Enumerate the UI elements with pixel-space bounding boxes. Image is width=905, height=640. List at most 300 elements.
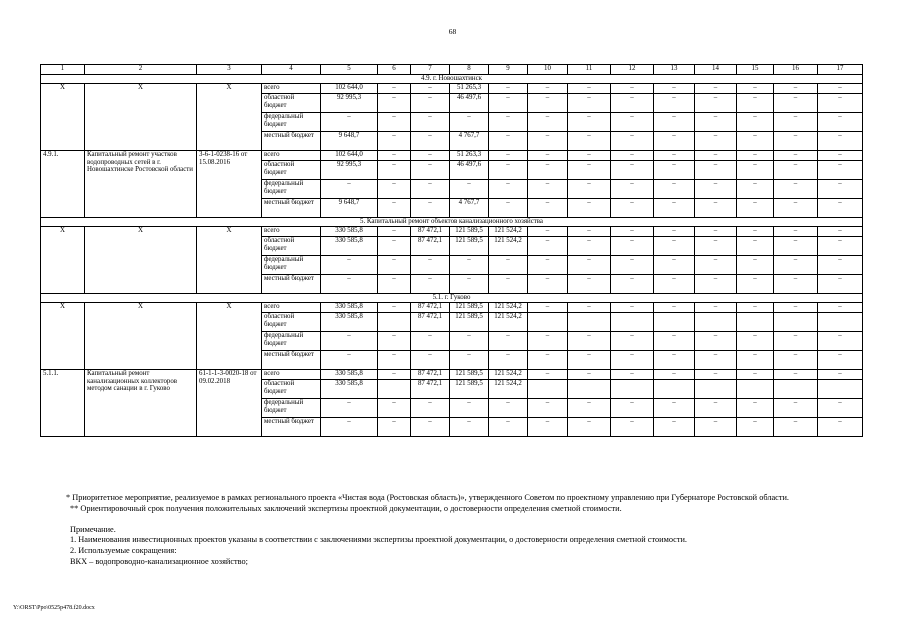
value-cell: – xyxy=(450,418,489,437)
value-cell: – xyxy=(489,94,528,113)
value-cell: – xyxy=(774,199,818,218)
value-cell: – xyxy=(695,303,737,313)
investment-table xyxy=(40,64,863,437)
cell-c1: Х xyxy=(41,227,85,294)
value-cell: – xyxy=(568,399,611,418)
note-expertise: ** Ориентировочный срок получения положительных заключений экспертизы проектной документации, о достоверности определения сметной стоимости. xyxy=(70,503,622,513)
value-cell: 121 589,5 xyxy=(450,303,489,313)
cell-c1: Х xyxy=(41,303,85,370)
value-cell: – xyxy=(818,161,863,180)
value-cell: 92 995,3 xyxy=(321,161,378,180)
funding-source: местный бюджет xyxy=(262,132,321,151)
value-cell: – xyxy=(818,94,863,113)
value-cell: 330 585,8 xyxy=(321,370,378,380)
value-cell: – xyxy=(411,132,450,151)
section-row xyxy=(41,218,863,227)
value-cell: – xyxy=(450,332,489,351)
value-cell: – xyxy=(737,199,774,218)
value-cell: – xyxy=(774,418,818,437)
value-cell: – xyxy=(528,370,568,380)
value-cell: – xyxy=(695,237,737,256)
value-cell: 330 585,8 xyxy=(321,227,378,237)
value-cell: 121 524,2 xyxy=(489,313,528,332)
value-cell: – xyxy=(568,370,611,380)
value-cell: – xyxy=(654,94,695,113)
value-cell: – xyxy=(818,351,863,370)
value-cell: – xyxy=(489,199,528,218)
value-cell: – xyxy=(378,84,411,94)
value-cell: – xyxy=(654,275,695,294)
column-number: 4 xyxy=(262,65,321,75)
value-cell: – xyxy=(818,399,863,418)
value-cell: – xyxy=(378,303,411,313)
table-row xyxy=(41,151,863,161)
value-cell: – xyxy=(611,84,654,94)
table-row xyxy=(41,227,863,237)
cell-c3: Х xyxy=(197,84,262,151)
value-cell: – xyxy=(654,180,695,199)
value-cell: – xyxy=(654,370,695,380)
value-cell: – xyxy=(611,332,654,351)
value-cell: – xyxy=(378,370,411,380)
funding-source: всего xyxy=(262,151,321,161)
value-cell: – xyxy=(568,227,611,237)
value-cell: – xyxy=(489,351,528,370)
value-cell: – xyxy=(611,256,654,275)
value-cell: – xyxy=(654,237,695,256)
value-cell: – xyxy=(378,256,411,275)
value-cell: – xyxy=(378,180,411,199)
value-cell: – xyxy=(695,351,737,370)
value-cell: 121 589,5 xyxy=(450,237,489,256)
column-number: 5 xyxy=(321,65,378,75)
value-cell: – xyxy=(654,418,695,437)
value-cell: – xyxy=(411,161,450,180)
value-cell: – xyxy=(737,275,774,294)
value-cell: – xyxy=(450,256,489,275)
value-cell: – xyxy=(528,399,568,418)
value-cell: 87 472,1 xyxy=(411,313,450,332)
value-cell: 9 648,7 xyxy=(321,132,378,151)
funding-source: всего xyxy=(262,227,321,237)
value-cell: 121 589,5 xyxy=(450,380,489,399)
value-cell: – xyxy=(695,370,737,380)
value-cell xyxy=(737,380,774,399)
funding-source: областной бюджет xyxy=(262,161,321,180)
value-cell: – xyxy=(568,94,611,113)
value-cell: 87 472,1 xyxy=(411,303,450,313)
value-cell: – xyxy=(411,94,450,113)
note-item-1: 1. Наименования инвестиционных проектов указаны в соответствии с заключениями экспертизы проектной документации, о достоверности определения сметной стоимости. xyxy=(70,535,688,545)
funding-source: местный бюджет xyxy=(262,418,321,437)
value-cell: – xyxy=(321,113,378,132)
value-cell: – xyxy=(489,161,528,180)
value-cell: – xyxy=(654,256,695,275)
value-cell: – xyxy=(568,161,611,180)
value-cell: – xyxy=(378,418,411,437)
cell-c2: Х xyxy=(85,303,197,370)
value-cell: – xyxy=(695,113,737,132)
value-cell: – xyxy=(774,132,818,151)
value-cell: 9 648,7 xyxy=(321,199,378,218)
value-cell: – xyxy=(774,351,818,370)
funding-source: областной бюджет xyxy=(262,94,321,113)
value-cell: 330 585,8 xyxy=(321,313,378,332)
funding-source: областной бюджет xyxy=(262,237,321,256)
value-cell: – xyxy=(568,332,611,351)
value-cell: – xyxy=(611,399,654,418)
value-cell: – xyxy=(695,227,737,237)
cell-c2: Х xyxy=(85,227,197,294)
value-cell: – xyxy=(450,180,489,199)
value-cell: – xyxy=(818,199,863,218)
value-cell: – xyxy=(654,227,695,237)
value-cell: – xyxy=(411,84,450,94)
value-cell: – xyxy=(611,161,654,180)
value-cell: – xyxy=(774,303,818,313)
value-cell: – xyxy=(737,303,774,313)
value-cell: – xyxy=(654,132,695,151)
value-cell: – xyxy=(695,151,737,161)
value-cell: – xyxy=(568,199,611,218)
value-cell: – xyxy=(489,399,528,418)
value-cell: – xyxy=(654,332,695,351)
column-number: 10 xyxy=(528,65,568,75)
value-cell xyxy=(568,313,611,332)
value-cell: – xyxy=(411,332,450,351)
value-cell: – xyxy=(528,256,568,275)
value-cell: – xyxy=(774,113,818,132)
funding-source: местный бюджет xyxy=(262,351,321,370)
value-cell: – xyxy=(774,370,818,380)
funding-source: всего xyxy=(262,84,321,94)
note-title: Примечание. xyxy=(70,524,116,534)
value-cell: – xyxy=(528,351,568,370)
section-title: 4.9. г. Новошахтинск xyxy=(41,75,863,84)
value-cell: – xyxy=(737,180,774,199)
value-cell: – xyxy=(411,199,450,218)
value-cell: – xyxy=(528,303,568,313)
value-cell: – xyxy=(611,370,654,380)
value-cell: – xyxy=(818,303,863,313)
value-cell: – xyxy=(378,161,411,180)
value-cell: – xyxy=(489,275,528,294)
value-cell: – xyxy=(611,180,654,199)
value-cell: – xyxy=(654,113,695,132)
value-cell: – xyxy=(774,227,818,237)
value-cell: – xyxy=(818,113,863,132)
table-row xyxy=(41,84,863,94)
value-cell: – xyxy=(654,84,695,94)
value-cell: – xyxy=(611,113,654,132)
value-cell: – xyxy=(568,351,611,370)
table-row xyxy=(41,303,863,313)
value-cell: – xyxy=(737,370,774,380)
funding-source: федеральный бюджет xyxy=(262,399,321,418)
value-cell: – xyxy=(654,161,695,180)
column-number: 12 xyxy=(611,65,654,75)
value-cell: – xyxy=(737,332,774,351)
section-row xyxy=(41,294,863,303)
value-cell: – xyxy=(489,132,528,151)
value-cell: – xyxy=(774,399,818,418)
funding-source: федеральный бюджет xyxy=(262,180,321,199)
value-cell: – xyxy=(818,418,863,437)
value-cell: – xyxy=(568,303,611,313)
value-cell: 51 263,3 xyxy=(450,151,489,161)
value-cell: – xyxy=(774,332,818,351)
value-cell: – xyxy=(774,275,818,294)
value-cell: – xyxy=(450,113,489,132)
value-cell: – xyxy=(611,303,654,313)
cell-c3: 61-1-1-3-0020-18 от 09.02.2018 xyxy=(197,370,262,437)
value-cell: – xyxy=(489,84,528,94)
value-cell: – xyxy=(378,332,411,351)
page-number: 68 xyxy=(448,27,457,36)
value-cell xyxy=(774,380,818,399)
section-title: 5.1. г. Гуково xyxy=(41,294,863,303)
cell-c3: Х xyxy=(197,227,262,294)
column-number: 8 xyxy=(450,65,489,75)
value-cell: – xyxy=(568,237,611,256)
value-cell: – xyxy=(737,113,774,132)
value-cell: 330 585,8 xyxy=(321,303,378,313)
value-cell: – xyxy=(411,418,450,437)
value-cell: – xyxy=(774,94,818,113)
value-cell xyxy=(695,380,737,399)
value-cell: – xyxy=(489,113,528,132)
value-cell: – xyxy=(568,132,611,151)
value-cell: 87 472,1 xyxy=(411,380,450,399)
value-cell: – xyxy=(737,151,774,161)
value-cell: 121 589,5 xyxy=(450,227,489,237)
value-cell: – xyxy=(818,84,863,94)
value-cell: – xyxy=(489,256,528,275)
note-abbreviation: ВКХ – водопроводно-канализационное хозяйство; xyxy=(70,556,248,566)
value-cell: – xyxy=(528,332,568,351)
value-cell: 330 585,8 xyxy=(321,237,378,256)
value-cell xyxy=(695,313,737,332)
value-cell xyxy=(378,313,411,332)
value-cell: – xyxy=(321,275,378,294)
value-cell xyxy=(818,313,863,332)
cell-c1: 4.9.1. xyxy=(41,151,85,218)
value-cell: – xyxy=(818,180,863,199)
value-cell: 87 472,1 xyxy=(411,227,450,237)
value-cell: – xyxy=(321,256,378,275)
value-cell: 46 497,6 xyxy=(450,94,489,113)
value-cell: 121 524,2 xyxy=(489,237,528,256)
column-number: 17 xyxy=(818,65,863,75)
value-cell: – xyxy=(774,180,818,199)
value-cell: – xyxy=(818,151,863,161)
value-cell: – xyxy=(528,94,568,113)
value-cell: – xyxy=(378,94,411,113)
value-cell: – xyxy=(737,399,774,418)
value-cell: – xyxy=(737,94,774,113)
value-cell: – xyxy=(411,113,450,132)
value-cell: – xyxy=(411,180,450,199)
value-cell: – xyxy=(818,275,863,294)
funding-source: федеральный бюджет xyxy=(262,113,321,132)
value-cell: – xyxy=(411,399,450,418)
value-cell: – xyxy=(411,256,450,275)
value-cell: – xyxy=(321,332,378,351)
funding-source: федеральный бюджет xyxy=(262,256,321,275)
value-cell: – xyxy=(321,351,378,370)
table-row xyxy=(41,370,863,380)
column-number: 16 xyxy=(774,65,818,75)
value-cell: 92 995,3 xyxy=(321,94,378,113)
header-row xyxy=(41,65,863,75)
value-cell xyxy=(737,313,774,332)
value-cell: – xyxy=(528,180,568,199)
value-cell: – xyxy=(818,256,863,275)
value-cell: – xyxy=(818,370,863,380)
value-cell: 102 644,0 xyxy=(321,84,378,94)
value-cell: – xyxy=(378,113,411,132)
value-cell: – xyxy=(737,132,774,151)
value-cell: – xyxy=(654,199,695,218)
value-cell: – xyxy=(611,237,654,256)
value-cell: – xyxy=(528,275,568,294)
value-cell: 121 589,5 xyxy=(450,370,489,380)
column-number: 15 xyxy=(737,65,774,75)
value-cell: – xyxy=(737,161,774,180)
value-cell: – xyxy=(654,151,695,161)
value-cell: – xyxy=(411,275,450,294)
funding-source: всего xyxy=(262,303,321,313)
value-cell: – xyxy=(568,84,611,94)
value-cell: – xyxy=(611,94,654,113)
value-cell: – xyxy=(818,332,863,351)
cell-c2: Х xyxy=(85,84,197,151)
value-cell: 87 472,1 xyxy=(411,370,450,380)
value-cell: – xyxy=(695,275,737,294)
column-number: 11 xyxy=(568,65,611,75)
value-cell: – xyxy=(378,237,411,256)
value-cell xyxy=(654,380,695,399)
value-cell: – xyxy=(489,180,528,199)
value-cell: – xyxy=(378,132,411,151)
value-cell: – xyxy=(568,275,611,294)
value-cell: – xyxy=(378,151,411,161)
value-cell xyxy=(774,313,818,332)
value-cell: – xyxy=(611,351,654,370)
value-cell: – xyxy=(528,418,568,437)
value-cell: 121 589,5 xyxy=(450,313,489,332)
column-number: 13 xyxy=(654,65,695,75)
cell-c3: Х xyxy=(197,303,262,370)
value-cell: 51 265,3 xyxy=(450,84,489,94)
value-cell: – xyxy=(611,275,654,294)
value-cell: – xyxy=(695,132,737,151)
value-cell: – xyxy=(654,399,695,418)
value-cell: – xyxy=(528,227,568,237)
value-cell: – xyxy=(378,351,411,370)
value-cell xyxy=(818,380,863,399)
cell-c1: 5.1.1. xyxy=(41,370,85,437)
value-cell: 46 497,6 xyxy=(450,161,489,180)
value-cell: – xyxy=(321,180,378,199)
value-cell: – xyxy=(528,132,568,151)
column-number: 9 xyxy=(489,65,528,75)
funding-source: местный бюджет xyxy=(262,275,321,294)
value-cell xyxy=(611,313,654,332)
section-title: 5. Капитальный ремонт объектов канализационного хозяйства xyxy=(41,218,863,227)
value-cell: – xyxy=(568,256,611,275)
value-cell: – xyxy=(450,351,489,370)
value-cell: – xyxy=(611,199,654,218)
value-cell: 121 524,2 xyxy=(489,370,528,380)
value-cell xyxy=(611,380,654,399)
value-cell: – xyxy=(528,161,568,180)
value-cell: 87 472,1 xyxy=(411,237,450,256)
value-cell: – xyxy=(774,256,818,275)
funding-source: местный бюджет xyxy=(262,199,321,218)
cell-c2: Капитальный ремонт участков водопроводных сетей в г. Новошахтинске Ростовской области xyxy=(85,151,197,218)
value-cell: – xyxy=(695,199,737,218)
value-cell: 4 767,7 xyxy=(450,132,489,151)
value-cell: – xyxy=(774,151,818,161)
value-cell: – xyxy=(818,227,863,237)
section-row xyxy=(41,75,863,84)
value-cell: – xyxy=(695,84,737,94)
funding-source: областной бюджет xyxy=(262,380,321,399)
column-number: 6 xyxy=(378,65,411,75)
value-cell: – xyxy=(774,237,818,256)
value-cell: – xyxy=(818,237,863,256)
value-cell: – xyxy=(411,351,450,370)
value-cell: – xyxy=(489,418,528,437)
value-cell xyxy=(654,313,695,332)
value-cell: 4 767,7 xyxy=(450,199,489,218)
value-cell: – xyxy=(695,161,737,180)
value-cell: – xyxy=(774,84,818,94)
note-item-2: 2. Используемые сокращения: xyxy=(70,546,177,556)
value-cell: – xyxy=(611,132,654,151)
value-cell: – xyxy=(737,237,774,256)
column-number: 3 xyxy=(197,65,262,75)
value-cell: 121 524,2 xyxy=(489,227,528,237)
value-cell: – xyxy=(450,275,489,294)
value-cell: 121 524,2 xyxy=(489,380,528,399)
value-cell: – xyxy=(737,418,774,437)
value-cell: 102 644,0 xyxy=(321,151,378,161)
value-cell: – xyxy=(654,303,695,313)
value-cell: – xyxy=(528,84,568,94)
value-cell: – xyxy=(528,199,568,218)
value-cell: – xyxy=(321,399,378,418)
value-cell: – xyxy=(489,151,528,161)
value-cell: – xyxy=(695,180,737,199)
value-cell: – xyxy=(818,132,863,151)
cell-c1: Х xyxy=(41,84,85,151)
value-cell: – xyxy=(321,418,378,437)
value-cell: – xyxy=(568,180,611,199)
value-cell: – xyxy=(695,418,737,437)
value-cell: – xyxy=(568,418,611,437)
notes xyxy=(40,493,866,568)
value-cell: 330 585,8 xyxy=(321,380,378,399)
value-cell: – xyxy=(611,227,654,237)
value-cell: – xyxy=(528,113,568,132)
value-cell: – xyxy=(695,332,737,351)
value-cell: – xyxy=(737,351,774,370)
column-number: 14 xyxy=(695,65,737,75)
value-cell: – xyxy=(489,332,528,351)
value-cell: – xyxy=(695,399,737,418)
